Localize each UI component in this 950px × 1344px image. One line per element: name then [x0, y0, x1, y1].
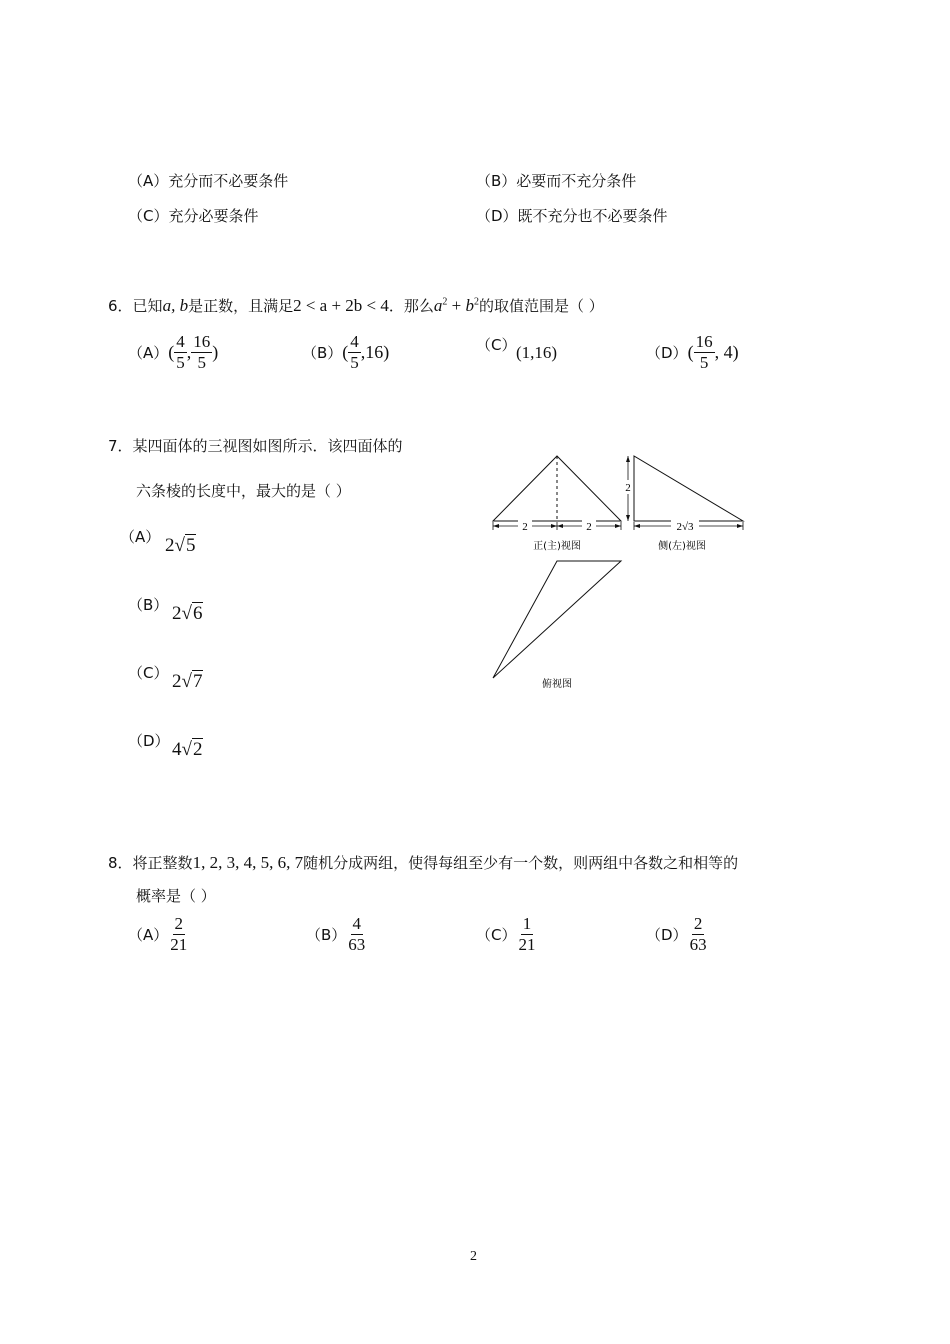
q7-option-a-value: 2√5 — [165, 535, 196, 556]
q6-d-n1: 16 — [695, 332, 713, 351]
q6-number: 6． — [108, 297, 133, 315]
q8-option-c — [476, 914, 537, 955]
q6-expr-b-exp: 2 — [474, 296, 479, 308]
q8-a-den: 21 — [170, 935, 188, 954]
front-dim-right: 2 — [586, 521, 592, 533]
q8-d-num: 2 — [693, 914, 703, 933]
q6-a-frac1 — [174, 332, 187, 373]
q8-option-b — [306, 914, 367, 955]
q7-option-d-value: 4√2 — [172, 739, 203, 760]
front-view-caption: 正(主)视图 — [533, 541, 581, 552]
q6-b-tail: ,16) — [360, 342, 390, 362]
q8-stem-line1 — [108, 852, 738, 873]
side-view — [623, 456, 743, 552]
q7-d-coef: 4 — [172, 739, 182, 760]
side-dim-base: 2√3 — [676, 521, 694, 533]
q8-c-label: （C） — [476, 926, 517, 944]
q8-stem-line2: 概率是（ ） — [136, 887, 216, 905]
q6-d-label: （D） — [646, 344, 688, 362]
q7-d-rad: 2 — [192, 739, 203, 760]
q8-option-d — [646, 914, 709, 955]
q5-option-d: （D）既不充分也不必要条件 — [476, 207, 668, 225]
q7-c-rad: 7 — [192, 671, 203, 692]
q8-number: 8． — [108, 854, 133, 872]
q7-option-b-label: （B） — [128, 596, 169, 614]
q6-option-b: （B）( $\frac{4}{5}$ ,16) — [302, 332, 390, 372]
q7-c-coef: 2 — [172, 671, 182, 692]
q5-option-b: （B）必要而不充分条件 — [476, 172, 637, 190]
q8-c-frac — [516, 914, 537, 955]
q8-text-1: 将正整数 — [132, 854, 193, 872]
top-view — [493, 561, 621, 690]
q6-stem — [108, 295, 604, 316]
q8-b-den: 63 — [348, 935, 366, 954]
q6-expr-a-exp: 2 — [442, 296, 448, 308]
q6-text-4: 的取值范围是（ ） — [479, 297, 604, 315]
q8-d-frac — [688, 914, 709, 955]
q7-three-view-figure — [485, 448, 755, 698]
q6-a-d1: 5 — [176, 353, 185, 372]
q8-text-2: 随机分成两组，使得每组至少有一个数，则两组中各数之和相等的 — [303, 854, 739, 872]
q7-number: 7． — [108, 437, 133, 455]
q7-option-c-label: （C） — [128, 664, 169, 682]
q6-expression — [434, 296, 479, 315]
q6-option-c-label: （C） — [476, 336, 517, 354]
q5-option-a: （A）充分而不必要条件 — [128, 172, 289, 190]
front-view — [493, 456, 621, 552]
q6-inequality: 2 < a + 2b < 4 — [293, 296, 389, 315]
q8-d-label: （D） — [646, 926, 688, 944]
q7-b-rad: 6 — [192, 603, 203, 624]
q6-d-frac — [694, 332, 715, 373]
q8-d-den: 63 — [689, 935, 707, 954]
q7-stem-line1 — [108, 435, 403, 456]
q7-option-d-label: （D） — [128, 732, 170, 750]
q8-a-label: （A） — [128, 926, 169, 944]
side-view-caption: 侧(左)视图 — [658, 541, 706, 552]
q6-b-n1: 4 — [350, 332, 359, 351]
q6-option-a: （A）( $\frac{4}{5}$ , $\frac{16}{5}$ ) — [128, 332, 219, 372]
q7-stem-line2: 六条棱的长度中，最大的是（ ） — [136, 482, 351, 500]
q5-option-c: （C）充分必要条件 — [128, 207, 259, 225]
q7-option-c-value: 2√7 — [172, 671, 203, 692]
q7-b-coef: 2 — [172, 603, 182, 624]
front-dim-left: 2 — [522, 521, 528, 533]
q8-option-a — [128, 914, 189, 955]
q8-a-frac — [168, 914, 189, 955]
q6-b-frac — [348, 332, 361, 373]
q6-d-d1: 5 — [699, 353, 709, 372]
q6-a-n1: 4 — [176, 332, 185, 351]
q7-text-1: 某四面体的三视图如图所示．该四面体的 — [132, 437, 403, 455]
q6-text-3: ．那么 — [388, 297, 434, 315]
q7-a-rad: 5 — [185, 535, 196, 556]
q6-expr-a: a — [433, 296, 443, 315]
q6-a-n2: 16 — [193, 332, 211, 351]
q8-b-frac — [346, 914, 367, 955]
q8-b-label: （B） — [306, 926, 347, 944]
top-view-caption: 俯视图 — [542, 679, 572, 690]
q6-expr-b: b — [465, 296, 474, 315]
q7-option-a-label: （A） — [120, 528, 161, 546]
q7-a-coef: 2 — [165, 535, 175, 556]
q8-a-num: 2 — [174, 914, 184, 933]
q6-b-d1: 5 — [350, 353, 359, 372]
q6-text-2: 是正数，且满足 — [188, 297, 294, 315]
q8-c-num: 1 — [522, 914, 532, 933]
q6-expr-plus: + — [447, 296, 466, 315]
q6-b-label: （B） — [302, 344, 343, 362]
q6-d-tail: , 4) — [714, 342, 739, 362]
q7-option-b-value: 2√6 — [172, 603, 203, 624]
q6-option-c-value: (1,16) — [516, 343, 558, 362]
side-dim-height: 2 — [625, 482, 631, 494]
q6-option-d: （D）( $\frac{16}{5}$ , 4) — [646, 332, 739, 372]
q8-c-den: 21 — [518, 935, 536, 954]
q6-a-frac2 — [191, 332, 212, 373]
page-number: 2 — [470, 1249, 477, 1264]
q6-text-1: 已知 — [132, 297, 163, 315]
q6-a-d2: 5 — [197, 353, 207, 372]
q6-a-label: （A） — [128, 344, 169, 362]
q6-vars: a, b — [162, 296, 189, 315]
q8-numbers: 1, 2, 3, 4, 5, 6, 7 — [192, 853, 304, 872]
q8-b-num: 4 — [352, 914, 362, 933]
